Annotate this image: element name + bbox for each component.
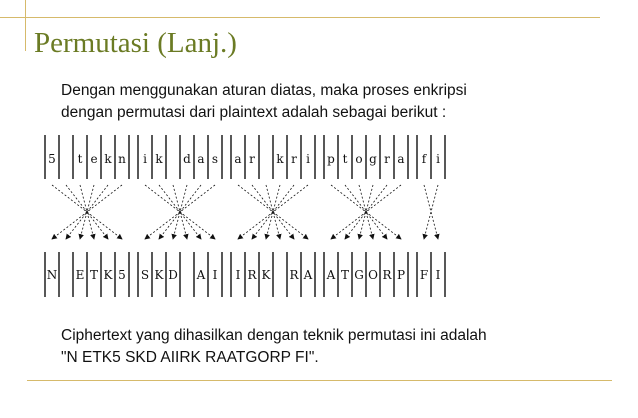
plaintext-char: o [355, 152, 363, 166]
ciphertext-char: E [75, 268, 85, 282]
ciphertext-char: D [168, 268, 178, 282]
plaintext-char: e [90, 152, 98, 166]
intro-paragraph [61, 80, 467, 124]
ciphertext-char: R [289, 268, 299, 282]
ciphertext-char: O [368, 268, 378, 282]
plaintext-char: p [327, 152, 335, 166]
ciphertext-char: K [103, 268, 113, 282]
ciphertext-char: A [303, 268, 313, 282]
plaintext-char: a [397, 152, 405, 166]
ciphertext-char: 5 [118, 268, 126, 282]
ciphertext-char: T [340, 268, 350, 282]
plaintext-char: n [118, 152, 126, 166]
permutation-diagram [43, 127, 603, 302]
plaintext-char: r [291, 152, 297, 166]
slide-title: Permutasi (Lanj.) [34, 27, 237, 59]
ciphertext-char: R [382, 268, 392, 282]
intro-line-2: dengan permutasi dari plaintext adalah sebagai berikut : [61, 104, 447, 121]
plaintext-char: i [143, 152, 147, 166]
ciphertext-char: K [154, 268, 164, 282]
result-line-2: "N ETK5 SKD AIIRK RAATGORP FI". [61, 349, 319, 366]
plaintext-char: t [77, 152, 83, 166]
plaintext-char: i [436, 152, 440, 166]
result-line-1: Ciphertext yang dihasilkan dengan teknik permutasi ini adalah [61, 327, 487, 344]
plaintext-char: a [197, 152, 205, 166]
ciphertext-char: N [46, 268, 58, 282]
plaintext-char: 5 [48, 152, 56, 166]
result-paragraph [61, 325, 487, 369]
plaintext-char: r [249, 152, 255, 166]
top-rule [0, 17, 600, 18]
plaintext-char: r [384, 152, 390, 166]
plaintext-char: i [306, 152, 310, 166]
ciphertext-char: G [354, 268, 364, 282]
ciphertext-char: K [261, 268, 271, 282]
plaintext-char: d [183, 152, 191, 166]
plaintext-char: k [104, 152, 112, 166]
ciphertext-char: S [140, 268, 150, 282]
plaintext-char: t [342, 152, 348, 166]
ciphertext-char: A [196, 268, 206, 282]
plaintext-char: k [155, 152, 163, 166]
ciphertext-char: A [326, 268, 336, 282]
ciphertext-char: R [247, 268, 257, 282]
side-rule [25, 0, 26, 51]
intro-line-1: Dengan menggunakan aturan diatas, maka proses enkripsi [61, 82, 467, 99]
ciphertext-char: P [396, 268, 406, 282]
plaintext-char: k [276, 152, 284, 166]
ciphertext-char: I [235, 268, 241, 282]
ciphertext-char: I [435, 268, 441, 282]
plaintext-char: g [369, 152, 377, 166]
plaintext-char: f [421, 152, 427, 166]
ciphertext-char: F [419, 268, 429, 282]
plaintext-char: s [211, 152, 219, 166]
plaintext-char: a [234, 152, 242, 166]
ciphertext-char: I [212, 268, 218, 282]
ciphertext-char: T [89, 268, 99, 282]
bottom-rule [27, 380, 612, 381]
